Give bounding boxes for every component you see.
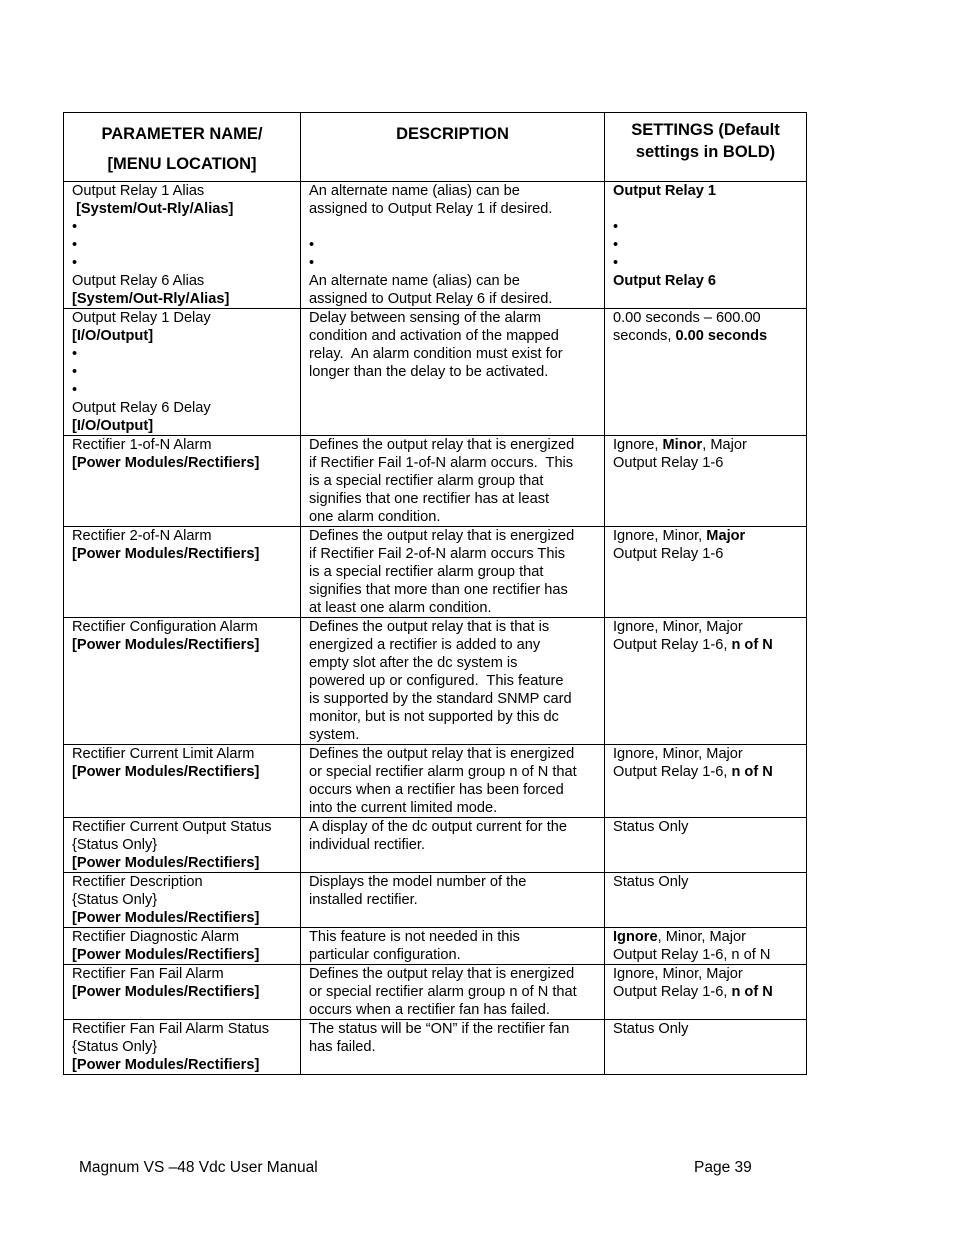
cell-line: powered up or configured. This feature <box>309 673 564 689</box>
cell-line: particular configuration. <box>309 947 461 963</box>
cell-line: Rectifier Diagnostic Alarm <box>72 929 240 945</box>
cell-line: Output Relay 6 Alias <box>72 273 205 289</box>
cell-line: Rectifier Description <box>72 874 203 890</box>
cell-line: Rectifier Current Limit Alarm <box>72 746 255 762</box>
cell-line: signifies that more than one rectifier has <box>309 582 568 598</box>
cell-line: [Power Modules/Rectifiers] <box>72 984 260 1000</box>
cell-line <box>613 763 802 781</box>
cell-line: Status Only <box>613 874 689 890</box>
header-parameter-name-line1: PARAMETER NAME/ <box>101 125 263 143</box>
cell-line <box>613 636 802 654</box>
cell-line <box>613 200 802 218</box>
cell-line: 0.00 seconds – 600.00 <box>613 310 761 326</box>
cell-line: condition and activation of the mapped <box>309 328 559 344</box>
cell-line: An alternate name (alias) can be <box>309 183 520 199</box>
cell-text-part: Output Relay 1-6, <box>613 637 732 653</box>
description-cell <box>301 182 605 309</box>
cell-line: relay. An alarm condition must exist for <box>309 346 563 362</box>
cell-line: Output Relay 6 Delay <box>72 400 211 416</box>
parameter-table <box>63 112 807 1075</box>
cell-line: Output Relay 6 <box>613 273 716 289</box>
cell-line: Rectifier Current Output Status <box>72 819 272 835</box>
description-cell <box>301 965 605 1020</box>
parameter-cell <box>64 182 301 309</box>
cell-text-part: 0.00 seconds <box>675 328 768 344</box>
cell-line: is a special rectifier alarm group that <box>309 473 544 489</box>
cell-line: Delay between sensing of the alarm <box>309 310 542 326</box>
cell-line: Output Relay 1-6 <box>613 455 724 471</box>
bullet-marker <box>613 218 802 236</box>
header-parameter-name-line2: [MENU LOCATION] <box>107 155 257 173</box>
description-cell <box>301 1020 605 1075</box>
parameter-cell <box>64 965 301 1020</box>
cell-text-part: Ignore, Minor, <box>613 528 707 544</box>
table-row <box>64 928 807 965</box>
header-parameter-name <box>64 113 301 182</box>
settings-cell <box>605 928 807 965</box>
cell-line: if Rectifier Fail 1-of-N alarm occurs. This <box>309 455 574 471</box>
table-body <box>64 182 807 1075</box>
bullet-marker <box>72 236 296 254</box>
cell-line: Output Relay 1-6, n of N <box>613 947 771 963</box>
parameter-cell <box>64 818 301 873</box>
cell-line: [I/O/Output] <box>72 418 154 434</box>
cell-line: [System/Out-Rly/Alias] <box>72 201 234 217</box>
cell-line: This feature is not needed in this <box>309 929 520 945</box>
cell-line: [Power Modules/Rectifiers] <box>72 910 260 926</box>
cell-line: Rectifier 1-of-N Alarm <box>72 437 212 453</box>
cell-line: system. <box>309 727 360 743</box>
bullet-marker <box>309 254 600 272</box>
cell-line: [Power Modules/Rectifiers] <box>72 455 260 471</box>
cell-line: Output Relay 1 Delay <box>72 310 211 326</box>
cell-line: [Power Modules/Rectifiers] <box>72 855 260 871</box>
cell-text-part: , Minor, Major <box>657 929 746 945</box>
parameter-cell <box>64 873 301 928</box>
bullet-marker <box>72 218 296 236</box>
cell-text-part: n of N <box>731 764 773 780</box>
cell-line: Ignore, Minor, Major <box>613 619 743 635</box>
cell-line: Output Relay 1-6 <box>613 546 724 562</box>
cell-line: assigned to Output Relay 1 if desired. <box>309 201 553 217</box>
settings-cell <box>605 818 807 873</box>
cell-line <box>613 436 802 454</box>
cell-line: Ignore, Minor, Major <box>613 746 743 762</box>
parameter-cell <box>64 745 301 818</box>
cell-line <box>613 983 802 1001</box>
cell-line: Defines the output relay that is energized <box>309 437 575 453</box>
cell-line: into the current limited mode. <box>309 800 498 816</box>
bullet-marker <box>72 345 296 363</box>
cell-line: has failed. <box>309 1039 376 1055</box>
cell-line: The status will be “ON” if the rectifier fan <box>309 1021 570 1037</box>
header-settings-line1: SETTINGS (Default <box>631 121 780 139</box>
cell-line: or special rectifier alarm group n of N that <box>309 764 577 780</box>
parameter-cell <box>64 1020 301 1075</box>
header-description-label: DESCRIPTION <box>396 125 509 143</box>
cell-line: Defines the output relay that is energized <box>309 528 575 544</box>
cell-line: Defines the output relay that is that is <box>309 619 550 635</box>
cell-text-part: Minor <box>662 437 703 453</box>
table-row <box>64 1020 807 1075</box>
table-row <box>64 818 807 873</box>
cell-line <box>613 928 802 946</box>
cell-line: {Status Only} <box>72 837 158 853</box>
cell-line <box>613 527 802 545</box>
table-row <box>64 618 807 745</box>
description-cell <box>301 745 605 818</box>
bullet-marker <box>613 236 802 254</box>
settings-cell <box>605 965 807 1020</box>
description-cell <box>301 527 605 618</box>
cell-line: at least one alarm condition. <box>309 600 492 616</box>
cell-line: {Status Only} <box>72 1039 158 1055</box>
cell-line: installed rectifier. <box>309 892 418 908</box>
settings-cell <box>605 873 807 928</box>
bullet-marker <box>613 254 802 272</box>
settings-cell <box>605 309 807 436</box>
settings-cell <box>605 527 807 618</box>
cell-text-part: Major <box>706 528 746 544</box>
cell-line: Ignore, Minor, Major <box>613 966 743 982</box>
cell-text-part: seconds, <box>613 328 676 344</box>
description-cell <box>301 873 605 928</box>
table-row <box>64 182 807 309</box>
cell-line: Displays the model number of the <box>309 874 527 890</box>
header-settings <box>605 113 807 182</box>
cell-line: Rectifier Configuration Alarm <box>72 619 258 635</box>
cell-line: signifies that one rectifier has at least <box>309 491 550 507</box>
cell-line: or special rectifier alarm group n of N that <box>309 984 577 1000</box>
header-settings-line2: settings in BOLD) <box>635 143 776 161</box>
cell-line: Output Relay 1 Alias <box>72 183 205 199</box>
cell-line: individual rectifier. <box>309 837 425 853</box>
table-row <box>64 873 807 928</box>
cell-line: one alarm condition. <box>309 509 441 525</box>
cell-line: Rectifier Fan Fail Alarm <box>72 966 224 982</box>
cell-text-part: Ignore <box>613 929 658 945</box>
header-description <box>301 113 605 182</box>
cell-line: Status Only <box>613 819 689 835</box>
parameter-cell <box>64 436 301 527</box>
cell-line: is a special rectifier alarm group that <box>309 564 544 580</box>
settings-cell <box>605 182 807 309</box>
parameter-cell <box>64 928 301 965</box>
cell-line <box>309 218 600 236</box>
footer-manual-title: Magnum VS –48 Vdc User Manual <box>79 1159 318 1176</box>
cell-line: An alternate name (alias) can be <box>309 273 520 289</box>
description-cell <box>301 818 605 873</box>
cell-line <box>613 327 802 345</box>
table-row <box>64 527 807 618</box>
cell-line: Rectifier Fan Fail Alarm Status <box>72 1021 270 1037</box>
cell-line: occurs when a rectifier has been forced <box>309 782 564 798</box>
cell-line: A display of the dc output current for the <box>309 819 567 835</box>
description-cell <box>301 928 605 965</box>
cell-line: assigned to Output Relay 6 if desired. <box>309 291 553 307</box>
footer-page-number: Page 39 <box>694 1159 752 1176</box>
parameter-cell <box>64 309 301 436</box>
cell-line: is supported by the standard SNMP card <box>309 691 572 707</box>
cell-line: [System/Out-Rly/Alias] <box>72 291 230 307</box>
cell-text-part: , Major <box>702 437 747 453</box>
cell-line: Output Relay 1 <box>613 183 716 199</box>
cell-line: [Power Modules/Rectifiers] <box>72 764 260 780</box>
cell-line: [Power Modules/Rectifiers] <box>72 546 260 562</box>
bullet-marker <box>72 381 296 399</box>
cell-text-part: n of N <box>731 984 773 1000</box>
settings-cell <box>605 1020 807 1075</box>
cell-text-part: Ignore, <box>613 437 663 453</box>
parameter-cell <box>64 527 301 618</box>
cell-text-part: Output Relay 1-6, <box>613 984 732 1000</box>
table-row <box>64 965 807 1020</box>
cell-line: Rectifier 2-of-N Alarm <box>72 528 212 544</box>
table-row <box>64 436 807 527</box>
bullet-marker <box>72 254 296 272</box>
cell-text-part: n of N <box>731 637 773 653</box>
description-cell <box>301 309 605 436</box>
cell-line: if Rectifier Fail 2-of-N alarm occurs This <box>309 546 565 562</box>
cell-line: Status Only <box>613 1021 689 1037</box>
settings-cell <box>605 745 807 818</box>
cell-line: Defines the output relay that is energized <box>309 966 575 982</box>
cell-line: monitor, but is not supported by this dc <box>309 709 559 725</box>
cell-line: [Power Modules/Rectifiers] <box>72 637 260 653</box>
cell-line: [Power Modules/Rectifiers] <box>72 947 260 963</box>
description-cell <box>301 618 605 745</box>
description-cell <box>301 436 605 527</box>
parameter-cell <box>64 618 301 745</box>
cell-line: {Status Only} <box>72 892 158 908</box>
settings-cell <box>605 618 807 745</box>
cell-line: [Power Modules/Rectifiers] <box>72 1057 260 1073</box>
cell-line: Defines the output relay that is energized <box>309 746 575 762</box>
cell-line: [I/O/Output] <box>72 328 154 344</box>
cell-line: occurs when a rectifier fan has failed. <box>309 1002 550 1018</box>
bullet-marker <box>309 236 600 254</box>
cell-line: longer than the delay to be activated. <box>309 364 549 380</box>
table-row <box>64 309 807 436</box>
settings-cell <box>605 436 807 527</box>
cell-line: empty slot after the dc system is <box>309 655 518 671</box>
table-row <box>64 745 807 818</box>
cell-text-part: Output Relay 1-6, <box>613 764 732 780</box>
bullet-marker <box>72 363 296 381</box>
table-header-row <box>64 113 807 182</box>
cell-line: energized a rectifier is added to any <box>309 637 541 653</box>
